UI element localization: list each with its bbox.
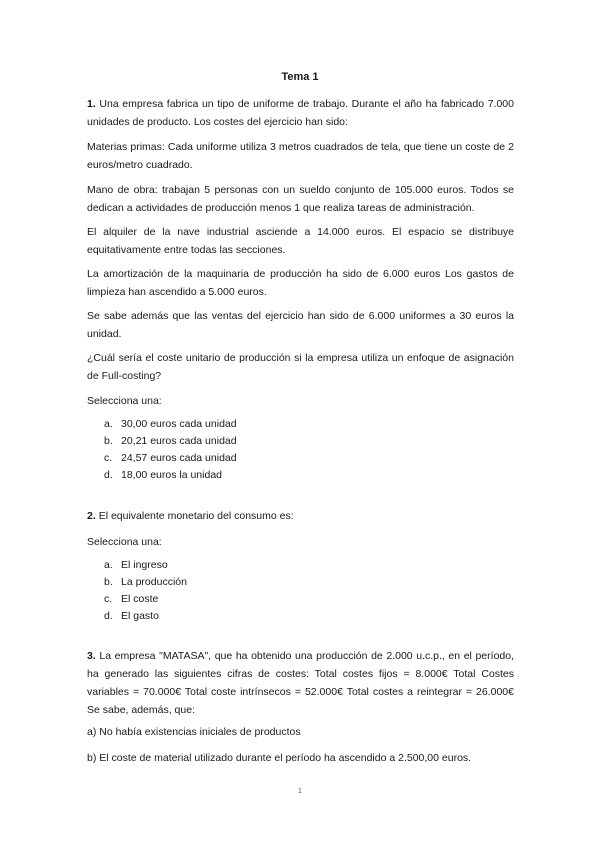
q1-option-a[interactable]: a. 30,00 euros cada unidad (104, 418, 237, 430)
q1-number: 1. (87, 98, 96, 110)
q1-option-d[interactable]: d. 18,00 euros la unidad (104, 469, 222, 481)
q1-paragraph-labor: Mano de obra: trabajan 5 personas con un sueldo conjunto de 105.000 euros. Todos se dedican a actividades de producción menos 1 que realiza tareas de administración. (87, 184, 514, 214)
q2-select-label: Selecciona una: (87, 536, 162, 548)
q1-select-label: Selecciona una: (87, 395, 162, 407)
q1-paragraph-sales: Se sabe además que las ventas del ejercicio han sido de 6.000 uniformes a 30 euros la unidad. (87, 310, 514, 340)
q2-question (87, 507, 514, 525)
q1-paragraph-rent: El alquiler de la nave industrial asciende a 14.000 euros. El espacio se distribuye equitativamente entre todas las secciones. (87, 226, 514, 256)
q1-intro (87, 95, 514, 131)
q1-options (104, 416, 237, 484)
q2-option-b[interactable]: b. La producción (104, 576, 187, 588)
q3-intro-text: La empresa "MATASA", que ha obtenido una producción de 2.000 u.c.p., en el período, ha generado las siguientes cifras de costes: Total costes fijos = 8.000€ Total Costes variables = 70.000€ Total coste intrínsecos = 52.000€ Total costes a reintegrar = 26.000€ Se sabe, además, que: (87, 650, 515, 716)
q3-condition-b: b) El coste de material utilizado durante el período ha ascendido a 2.500,00 euros. (87, 752, 472, 764)
q1-paragraph-materials: Materias primas: Cada uniforme utiliza 3 metros cuadrados de tela, que tiene un coste de 2 euros/metro cuadrado. (87, 141, 514, 171)
q1-paragraph-amortization: La amortización de la maquinaria de producción ha sido de 6.000 euros Los gastos de limpieza han ascendido a 5.000 euros. (87, 268, 514, 298)
q1-question: ¿Cuál sería el coste unitario de producción si la empresa utiliza un enfoque de asignación de Full-costing? (87, 352, 514, 382)
q2-option-d[interactable]: d. El gasto (104, 610, 159, 622)
q2-options (104, 557, 187, 625)
page-number: 1 (298, 788, 302, 795)
q2-option-a[interactable]: a. El ingreso (104, 559, 168, 571)
q3-intro (87, 647, 514, 719)
q1-intro-text: Una empresa fabrica un tipo de uniforme de trabajo. Durante el año ha fabricado 7.000 unidades de producto. Los costes del ejercicio han sido: (87, 98, 514, 128)
q2-option-c[interactable]: c. El coste (104, 593, 159, 605)
q1-option-b[interactable]: b. 20,21 euros cada unidad (104, 435, 237, 447)
q2-number: 2. (87, 510, 96, 522)
page-title: Tema 1 (281, 71, 319, 83)
q1-option-c[interactable]: c. 24,57 euros cada unidad (104, 452, 237, 464)
q2-question-text: El equivalente monetario del consumo es: (98, 510, 294, 522)
q3-number: 3. (87, 650, 96, 662)
q3-condition-a: a) No había existencias iniciales de productos (87, 726, 301, 738)
